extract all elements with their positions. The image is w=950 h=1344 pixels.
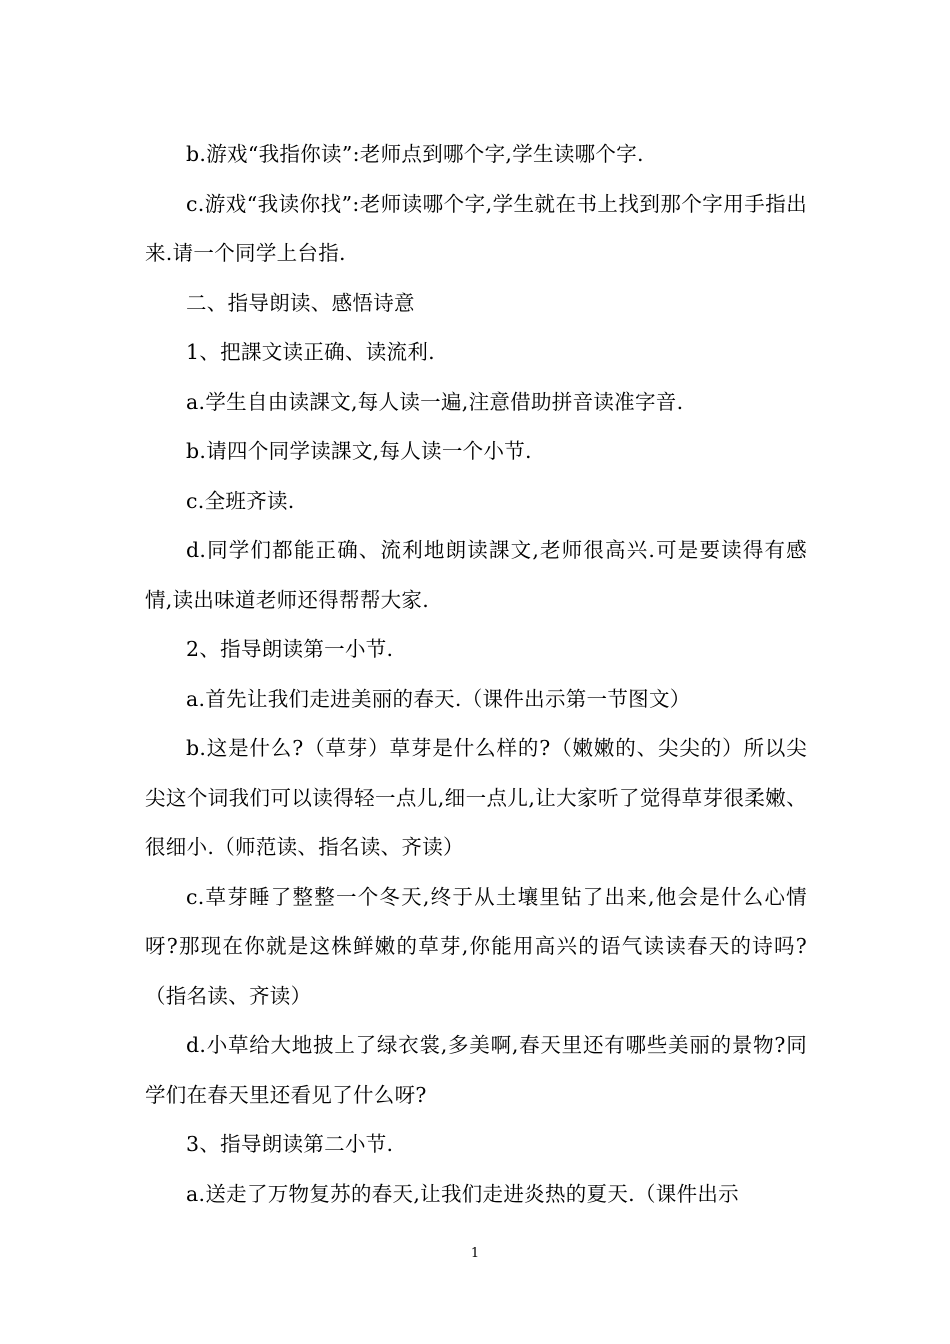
paragraph-step-1d: d.同学们都能正确、流利地朗读課文,老师很高兴.可是要读得有感情,读出味道老师还得帮帮大家. <box>145 538 807 612</box>
document-body <box>145 130 807 1219</box>
paragraph-step-2c: c.草芽睡了整整一个冬天,终于从土壤里钻了出来,他会是什么心情呀?那现在你就是这株鲜嫩的草芽,你能用高兴的语气读读春天的诗吗?（指名读、齐读） <box>145 884 807 1008</box>
paragraph-step-1a: a.学生自由读課文,每人读一遍,注意借助拼音读准字音. <box>186 389 684 414</box>
paragraph-step-1-title: 1、把課文读正确、读流利. <box>186 340 435 364</box>
paragraph-step-2d: d.小草给大地披上了绿衣裳,多美啊,春天里还有哪些美丽的景物?同学们在春天里还看见了什么呀? <box>145 1033 807 1107</box>
paragraph-game-i-point-you-read: b.游戏“我指你读”:老师点到哪个字,学生读哪个字. <box>186 142 644 166</box>
paragraph-game-i-read-you-find: c.游戏“我读你找”:老师读哪个字,学生就在书上找到那个字用手指出来.请一个同学上台指. <box>145 191 807 265</box>
paragraph-step-3-title: 3、指导朗读第二小节. <box>186 1132 394 1156</box>
paragraph-step-2-title: 2、指导朗读第一小节. <box>186 637 394 661</box>
section-heading-guided-reading: 二、指导朗读、感悟诗意 <box>186 290 415 315</box>
paragraph-step-1c: c.全班齐读. <box>186 488 295 513</box>
paragraph-step-3a: a.送走了万物复苏的春天,让我们走进炎热的夏天.（课件出示 <box>186 1181 739 1206</box>
paragraph-step-1b: b.请四个同学读課文,每人读一个小节. <box>186 439 532 463</box>
paragraph-step-2b: b.这是什么?（草芽）草芽是什么样的?（嫩嫩的、尖尖的）所以尖尖这个词我们可以读得轻一点儿,细一点儿,让大家听了觉得草芽很柔嫩、很细小.（师范读、指名读、齐读） <box>145 736 807 859</box>
page-number: 1 <box>470 1246 480 1261</box>
paragraph-step-2a: a.首先让我们走进美丽的春天.（课件出示第一节图文） <box>186 686 691 711</box>
